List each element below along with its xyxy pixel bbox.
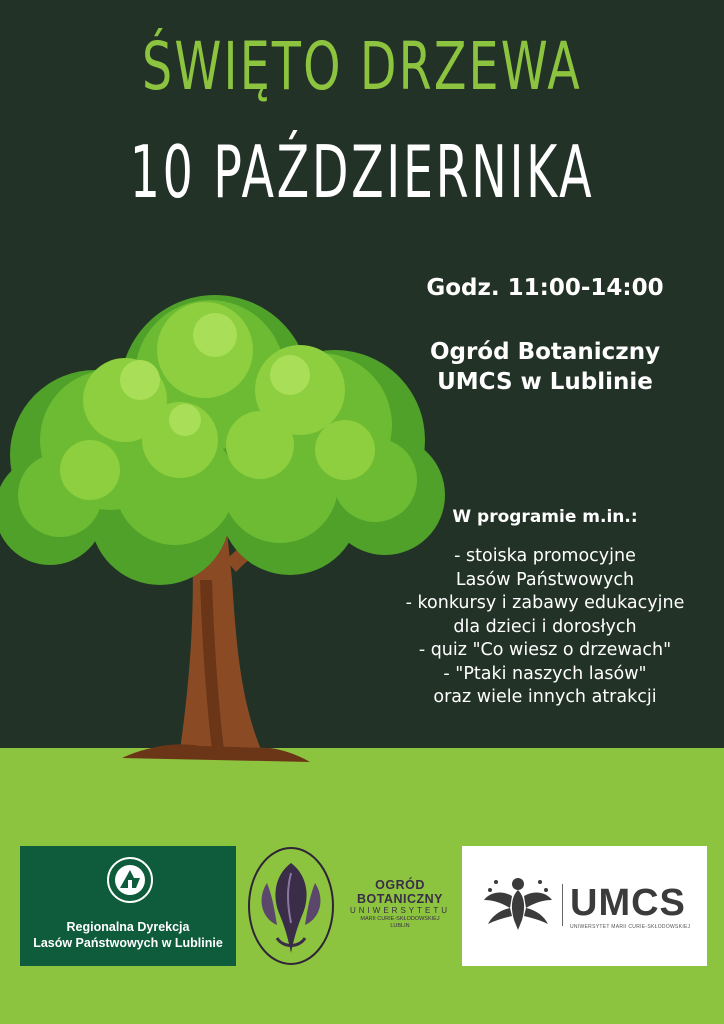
event-date: 10 PAŹDZIERNIKA	[129, 130, 595, 214]
garden-name-line-4: MARII CURIE-SKŁODOWSKIEJ	[360, 916, 440, 922]
eagle-emblem-icon	[482, 870, 554, 936]
program-line: - konkursy i zabawy edukacyjne	[405, 593, 685, 613]
program-heading: W programie m.in.:	[452, 507, 638, 527]
event-title: ŚWIĘTO DRZEWA	[142, 28, 582, 105]
lasy-panstwowe-emblem-icon	[106, 856, 154, 904]
garden-name-line-3: UNIWERSYTETU	[350, 906, 450, 915]
umcs-logo	[462, 846, 707, 966]
event-hours: Godz. 11:00-14:00	[426, 275, 664, 301]
garden-name-line-1: OGRÓD	[375, 878, 425, 892]
location-line-1: Ogród Botaniczny	[429, 339, 661, 365]
umcs-subline: UNIWERSYTET MARII CURIE-SKŁODOWSKIEJ	[570, 924, 691, 930]
garden-name-line-5: LUBLIN	[390, 923, 410, 929]
rdlp-name-line-1: Regionalna Dyrekcja	[66, 920, 190, 934]
program-line: - stoiska promocyjne	[454, 546, 636, 566]
program-line: - "Ptaki naszych lasów"	[443, 663, 647, 684]
program-line: - quiz "Co wiesz o drzewach"	[418, 640, 672, 660]
rdlp-logo	[20, 846, 236, 966]
program-line: dla dzieci i dorosłych	[453, 616, 637, 637]
program-line: Lasów Państwowych	[455, 569, 635, 590]
garden-name-line-2: BOTANICZNY	[356, 892, 443, 906]
program-list	[365, 545, 724, 710]
botanical-garden-logo-text	[340, 878, 460, 930]
umcs-name: UMCS	[570, 882, 686, 924]
program-line: oraz wiele innych atrakcji	[433, 687, 657, 707]
iris-flower-emblem-icon	[247, 843, 335, 969]
logo-divider	[562, 884, 563, 926]
rdlp-name-line-2: Lasów Państwowych w Lublinie	[33, 936, 223, 950]
location-line-2: UMCS w Lublinie	[437, 369, 653, 395]
event-location	[400, 337, 690, 397]
